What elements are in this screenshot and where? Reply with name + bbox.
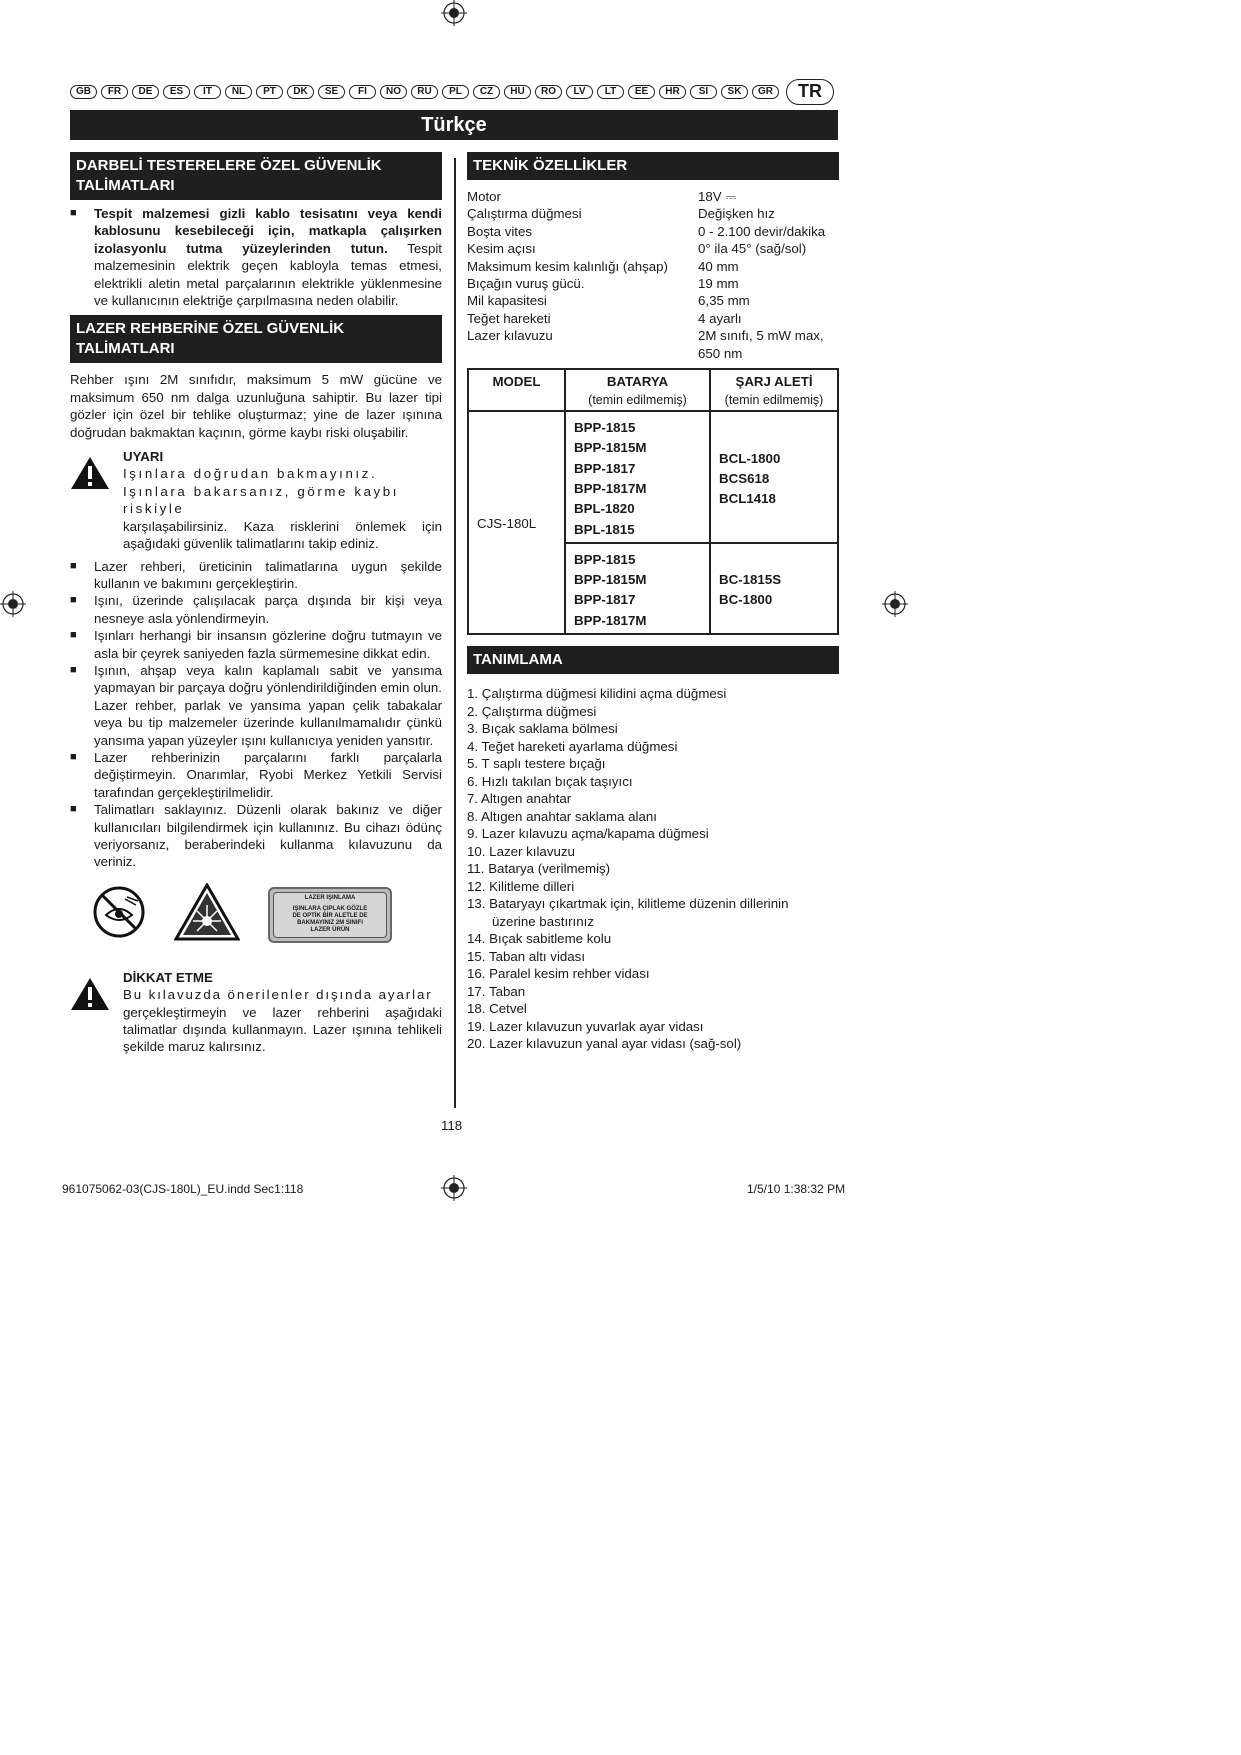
spec-label: Lazer kılavuzu	[467, 328, 553, 344]
spec-value: 18V ⎓	[698, 189, 736, 204]
page-number: 118	[441, 1118, 463, 1133]
bullet-square-icon: ■	[70, 559, 77, 572]
spec-value: 19 mm	[698, 276, 739, 292]
list-item: 3. Bıçak saklama bölmesi	[467, 721, 618, 737]
list-item: 6. Hızlı takılan bıçak taşıyıcı	[467, 773, 633, 789]
language-tag-fi: FI	[349, 85, 376, 99]
warning-title: UYARI	[123, 449, 164, 465]
laser-label-line: IŞINLARA ÇIPLAK GÖZLE	[292, 905, 368, 912]
section-heading-saw-safety: DARBELİ TESTERELERE ÖZEL GÜVENLİK TALİMATLARI	[70, 152, 442, 200]
language-tag-gb: GB	[70, 85, 97, 99]
list-item: 10. Lazer kılavuzu	[467, 843, 575, 859]
spec-value: 4 ayarlı	[698, 310, 742, 326]
list-item: 8. Altıgen anahtar saklama alanı	[467, 808, 657, 824]
charger-cell	[710, 411, 838, 543]
list-item: 16. Paralel kesim rehber vidası	[467, 966, 650, 982]
spec-list	[467, 188, 839, 362]
spec-row	[467, 223, 839, 240]
list-item	[70, 627, 442, 662]
model-cell: CJS-180L	[468, 411, 565, 634]
laser-label-line: LAZER IŞINLAMA	[304, 894, 356, 901]
spec-row	[467, 310, 839, 327]
column-header-model: MODEL	[468, 369, 565, 411]
bullet-text: Tespit malzemesinin elektrik geçen kabloyla temas etmesi, elektrikli aletin metal parçalarının elektrikle yüklenmesine ve kullanıcının elektriğe çarpılmasına neden olabilir.	[94, 240, 442, 309]
section-heading-specs: TEKNİK ÖZELLİKLER	[467, 152, 839, 180]
language-tag-dk: DK	[287, 85, 314, 99]
list-item: 15. Taban altı vidası	[467, 948, 586, 964]
language-tag-nl: NL	[225, 85, 252, 99]
laser-label-line: DE OPTİK BİR ALETLE DE	[292, 912, 368, 919]
list-item: 4. Teğet hareketi ayarlama düğmesi	[467, 738, 678, 754]
language-tag-hu: HU	[504, 85, 531, 99]
column-subheader: (temin edilmemiş)	[588, 393, 687, 408]
battery-model: BPP-1817	[574, 592, 636, 608]
laser-intro-paragraph: Rehber ışını 2M sınıfıdır, maksimum 5 mW gücüne ve maksimum 650 nm dalga uzunluğuna sahiptir. Bu lazer tipi gözler için özel bir tehlike oluşturmaz; yine de lazer ışınına doğrudan bakmaktan kaçının, görme kaybı riski oluşabilir.	[70, 372, 442, 440]
battery-cell	[565, 411, 710, 543]
section-heading-parts: TANIMLAMA	[467, 646, 839, 674]
spec-label: Çalıştırma düğmesi	[467, 206, 582, 222]
spec-row	[467, 258, 839, 275]
bullet-square-icon: ■	[70, 629, 77, 642]
spec-label: Bıçağın vuruş gücü.	[467, 276, 585, 292]
laser-label-line: BAKMAYINIZ 2M SINIFI	[297, 919, 363, 926]
bullet-square-icon: ■	[70, 803, 77, 816]
spec-label: Mil kapasitesi	[467, 293, 547, 309]
list-item-text: Işını, üzerinde çalışılacak parça dışında bir kişi veya nesneye asla yönlendirmeyin.	[94, 593, 442, 626]
column-header-charger: ŞARJ ALETİ (temin edilmemiş)	[710, 369, 838, 411]
list-item-text: Talimatları saklayınız. Düzenli olarak bakınız ve diğer kullanıcıları bilgilendirmek için kullanınız. Bu cihazı ödünç veriyorsanız, beraberindeki kullanma kılavuzunu da veriniz.	[94, 802, 442, 870]
column-subheader: (temin edilmemiş)	[724, 393, 824, 408]
language-tag-se: SE	[318, 85, 345, 99]
bullet-square-icon: ■	[70, 750, 77, 763]
table-header-row	[468, 369, 838, 411]
charger-model: BCL1418	[719, 491, 776, 507]
page-title: Türkçe	[70, 110, 838, 140]
list-item: 17. Taban	[467, 983, 526, 999]
language-tag-es: ES	[163, 85, 190, 99]
list-item-text: Işının, ahşap veya kalın kaplamalı sabit ve yansıma yapmayan bir parçaya doğru yönlendirildiğinden emin olun. Lazer rehber, parlak ve yansıma yapan çelik tabakalar veya bu tip malzemeler üzerinde kullanılmamalıdır çünkü yansıma yapan yüzeyler ışını kullanıcıya yeniden yansıtır.	[94, 662, 442, 748]
model-compatibility-table	[467, 368, 839, 635]
left-column	[70, 152, 442, 1056]
list-item: 1. Çalıştırma düğmesi kilidini açma düğmesi	[467, 686, 727, 702]
bullet-square-icon: ■	[70, 594, 77, 607]
spec-label: Teğet hareketi	[467, 310, 551, 326]
column-header-battery: BATARYA (temin edilmemiş)	[565, 369, 710, 411]
spec-label: Boşta vites	[467, 223, 533, 239]
charger-model: BC-1800	[719, 592, 773, 608]
charger-model: BCS618	[719, 470, 770, 486]
language-tag-hr: HR	[659, 85, 686, 99]
list-item	[70, 558, 442, 593]
language-tag-pl: PL	[442, 85, 469, 99]
language-tag-sk: SK	[721, 85, 748, 99]
battery-model: BPP-1817M	[574, 612, 647, 628]
battery-model: BPP-1817M	[574, 480, 647, 496]
language-tag-fr: FR	[101, 85, 128, 99]
list-item-text: Lazer rehberi, üreticinin talimatlarına uygun şekilde kullanın ve bakımını gerçekleştirin.	[94, 558, 442, 591]
spec-label: Motor	[467, 189, 501, 204]
battery-cell	[565, 543, 710, 634]
battery-model: BPL-1815	[574, 521, 635, 537]
list-item: 2. Çalıştırma düğmesi	[467, 703, 597, 719]
footer-file-info: 961075062-03(CJS-180L)_EU.indd Sec1:118	[62, 1182, 304, 1196]
safety-bullet	[70, 205, 442, 309]
registration-mark-icon	[882, 591, 908, 617]
language-tag-ru: RU	[411, 85, 438, 99]
list-item-text: Işınları herhangi bir insansın gözlerine doğru tutmayın ve asla bir çeyrek saniyeden fazla sürmemesine dikkat edin.	[94, 628, 442, 661]
list-item	[70, 801, 442, 871]
language-tag-pt: PT	[256, 85, 283, 99]
section-heading-laser-safety: LAZER REHBERİNE ÖZEL GÜVENLİK TALİMATLARI	[70, 315, 442, 363]
list-item: 19. Lazer kılavuzun yuvarlak ayar vidası	[467, 1018, 704, 1034]
language-tag-si: SI	[690, 85, 717, 99]
spec-value: Değişken hız	[698, 206, 775, 222]
pictogram-row	[92, 883, 442, 947]
language-tag-cz: CZ	[473, 85, 500, 99]
list-item: 5. T saplı testere bıçağı	[467, 756, 606, 772]
spec-row	[467, 188, 839, 205]
laser-warning-label	[268, 887, 392, 943]
list-item: 11. Batarya (verilmemiş)	[467, 861, 611, 877]
column-divider	[454, 158, 456, 1108]
battery-model: BPP-1815M	[574, 440, 647, 456]
list-item: 9. Lazer kılavuzu açma/kapama düğmesi	[467, 826, 709, 842]
list-item	[70, 749, 442, 801]
language-tag-lv: LV	[566, 85, 593, 99]
table-row	[468, 411, 838, 543]
battery-model: BPL-1820	[574, 501, 635, 517]
laser-hazard-icon	[174, 883, 240, 946]
language-tag-ro: RO	[535, 85, 562, 99]
charger-model: BC-1815S	[719, 572, 782, 588]
spec-row	[467, 205, 839, 222]
language-tag-lt: LT	[597, 85, 624, 99]
spec-label: Maksimum kesim kalınlığı (ahşap)	[467, 258, 668, 274]
registration-mark-icon	[441, 1175, 467, 1201]
charger-cell	[710, 543, 838, 634]
list-item: 14. Bıçak sabitleme kolu	[467, 931, 612, 947]
bullet-square-icon: ■	[70, 207, 77, 219]
list-item: 13. Bataryayı çıkartmak için, kilitleme düzenin dillerinin	[467, 896, 789, 912]
warning-block	[70, 448, 442, 552]
caution-text-spaced: Bu kılavuzda önerilenler dışında ayarlar	[123, 987, 433, 1003]
list-item: 18. Cetvel	[467, 1001, 527, 1017]
footer-timestamp: 1/5/10 1:38:32 PM	[747, 1182, 846, 1196]
warning-text-spaced: Işınlara doğrudan bakmayınız. Işınlara bakarsanız, görme kaybı riskiyle	[123, 466, 400, 517]
language-tag-ee: EE	[628, 85, 655, 99]
spec-row	[467, 240, 839, 257]
spec-row	[467, 327, 839, 362]
warning-triangle-icon	[70, 969, 123, 1056]
right-column	[467, 152, 839, 1053]
language-tag-gr: GR	[752, 85, 779, 99]
list-item	[70, 662, 442, 749]
registration-mark-icon	[0, 591, 26, 617]
language-tag-no: NO	[380, 85, 407, 99]
spec-value: 2M sınıfı, 5 mW max, 650 nm	[698, 328, 824, 361]
list-item-text: Lazer rehberinizin parçalarını farklı parçalarla değiştirmeyin. Onarımlar, Ryobi Merkez Yetkili Servisi tarafından gerçekleştirilmelidir.	[94, 749, 442, 800]
laser-label-line: LAZER ÜRÜN	[310, 926, 350, 933]
laser-bullet-list	[70, 558, 442, 871]
bullet-square-icon: ■	[70, 663, 77, 676]
list-item: 20. Lazer kılavuzun yanal ayar vidası (sağ-sol)	[467, 1036, 742, 1052]
language-tag-it: IT	[194, 85, 221, 99]
battery-model: BPP-1815M	[574, 572, 647, 588]
caution-text: gerçekleştirmeyin ve lazer rehberini aşağıdaki talimatlar dışında kullanmayın. Lazer ışınına tehlikeli şekilde maruz kalırsınız.	[123, 1004, 442, 1055]
spec-value: 0 - 2.100 devir/dakika	[698, 223, 826, 239]
language-tag-active: TR	[786, 79, 834, 105]
list-item	[70, 592, 442, 627]
warning-text: karşılaşabilirsiniz. Kaza risklerini önlemek için aşağıdaki güvenlik talimatlarını takip ediniz.	[123, 518, 442, 552]
battery-model: BPP-1815	[574, 551, 636, 567]
list-item: 12. Kilitleme dilleri	[467, 878, 575, 894]
spec-value: 6,35 mm	[698, 293, 750, 309]
registration-mark-icon	[441, 0, 467, 26]
warning-triangle-icon	[70, 448, 123, 552]
spec-value: 40 mm	[698, 258, 739, 274]
list-item: üzerine bastırınız	[492, 913, 594, 929]
no-eye-exposure-icon	[92, 885, 146, 944]
caution-block	[70, 969, 442, 1056]
battery-model: BPP-1817	[574, 460, 636, 476]
caution-title: DİKKAT ETME	[123, 969, 213, 985]
spec-value: 0° ila 45° (sağ/sol)	[698, 241, 807, 257]
bullet-bold-text: Tespit malzemesi gizli kablo tesisatını veya kendi kablosunu kesebileceği için, matkapla çalışırken izolasyonlu tutma yüzeylerinden tutun.	[94, 206, 442, 256]
spec-row	[467, 292, 839, 309]
language-selector	[70, 79, 834, 105]
parts-list	[467, 685, 839, 1053]
spec-row	[467, 275, 839, 292]
battery-model: BPP-1815	[574, 420, 636, 436]
language-tag-de: DE	[132, 85, 159, 99]
spec-label: Kesim açısı	[467, 241, 536, 257]
list-item: 7. Altıgen anahtar	[467, 791, 572, 807]
charger-model: BCL-1800	[719, 450, 781, 466]
